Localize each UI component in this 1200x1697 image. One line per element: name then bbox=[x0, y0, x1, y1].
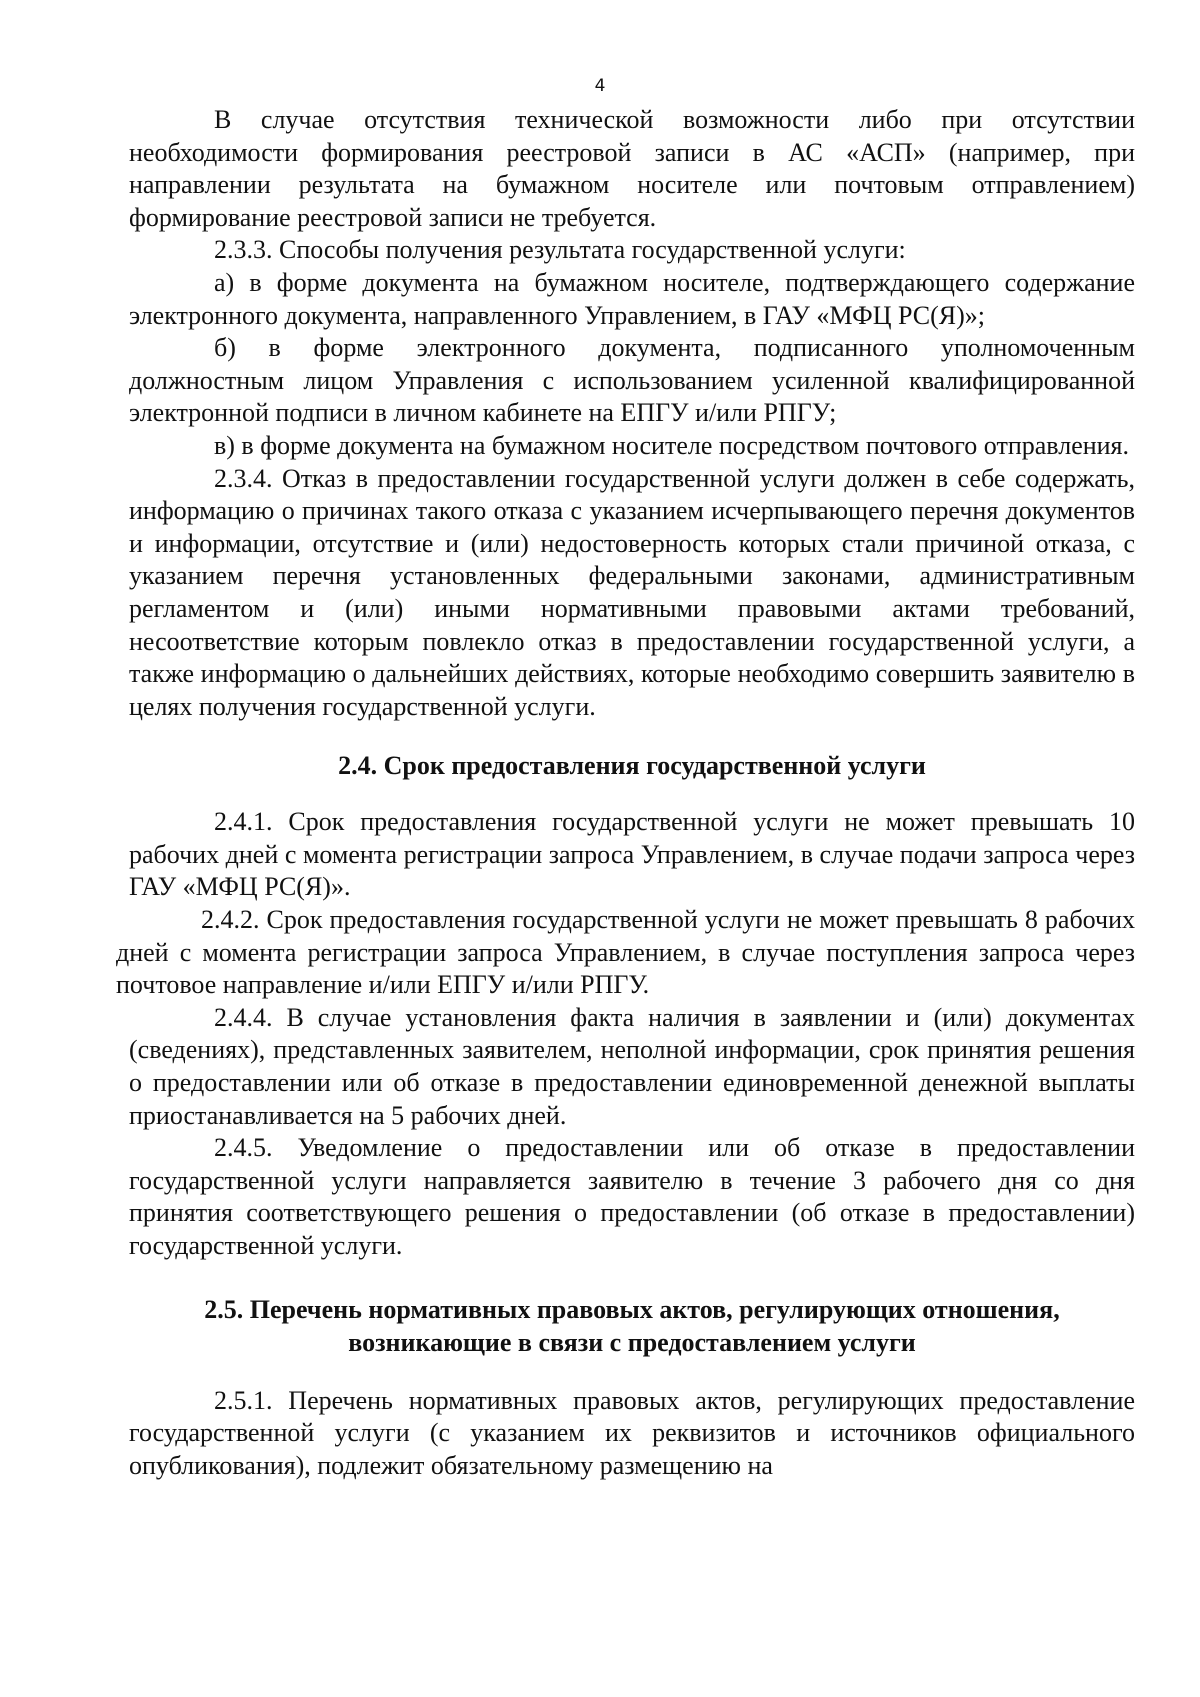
paragraph-asp-registry: В случае отсутствия технической возможности либо при отсутствии необходимости формирования реестровой записи в АС «АСП» (например, при направлении результата на бумажном носителе или почтовым отправлением) формирование реестровой записи не требуется. bbox=[129, 105, 1135, 232]
paragraph-2-5-1: 2.5.1. Перечень нормативных правовых актов, регулирующих предоставление государственной услуги (с указанием их реквизитов и источников официального опубликования), подлежит обязательному размещению на bbox=[129, 1385, 1135, 1480]
paragraph-2-3-3-v: в) в форме документа на бумажном носителе посредством почтового отправления. bbox=[214, 430, 1130, 460]
paragraph-2-4-4: 2.4.4. В случае установления факта наличия в заявлении и (или) документах (сведениях), представленных заявителем, неполной информации, срок принятия решения о предоставлении или об отказе в предоставлении единовременной денежной выплаты приостанавливается на 5 рабочих дней. bbox=[129, 1002, 1135, 1130]
paragraph-2-3-4: 2.3.4. Отказ в предоставлении государственной услуги должен в себе содержать, информацию о причинах такого отказа с указанием исчерпывающего перечня документов и информации, отсутствие и (или) недостоверность которых стали причиной отказа, с указанием перечня установленных федеральными законами, административным регламентом и (или) иными нормативными правовыми актами требований, несоответствие которым повлекло отказ в предоставлении государственной услуги, а также информацию о дальнейших действиях, которые необходимо совершить заявителю в целях получения государственной услуги. bbox=[129, 463, 1135, 721]
document-body bbox=[116, 104, 1135, 1482]
paragraph-2-4-1: 2.4.1. Срок предоставления государственной услуги не может превышать 10 рабочих дней с момента регистрации запроса Управлением, в случае подачи запроса через ГАУ «МФЦ РС(Я)». bbox=[129, 807, 1135, 902]
paragraph-2-3-3-a: а) в форме документа на бумажном носителе, подтверждающего содержание электронного документа, направленного Управлением, в ГАУ «МФЦ РС(Я)»; bbox=[129, 267, 1135, 330]
paragraph-2-4-5: 2.4.5. Уведомление о предоставлении или об отказе в предоставлении государственной услуги направляется заявителю в течение 3 рабочего дня со дня принятия соответствующего решения о предоставлении (об отказе в предоставлении) государственной услуги. bbox=[129, 1133, 1135, 1260]
section-heading-2-4: 2.4. Срок предоставления государственной услуги bbox=[338, 751, 926, 781]
paragraph-2-3-3: 2.3.3. Способы получения результата государственной услуги: bbox=[214, 235, 906, 265]
section-heading-2-5-line1: 2.5. Перечень нормативных правовых актов, регулирующих отношения, bbox=[204, 1294, 1060, 1324]
paragraph-2-4-2: 2.4.2. Срок предоставления государственной услуги не может превышать 8 рабочих дней с момента регистрации запроса Управлением, в случае поступления запроса через почтовое направление и/или ЕПГУ и/или РПГУ. bbox=[116, 905, 1135, 1000]
section-heading-2-5 bbox=[129, 1293, 1135, 1359]
page-number: 4 bbox=[594, 76, 606, 96]
paragraph-2-3-3-b: б) в форме электронного документа, подписанного уполномоченным должностным лицом Управления с использованием усиленной квалифицированной электронной подписи в личном кабинете на ЕПГУ и/или РПГУ; bbox=[129, 333, 1135, 428]
section-heading-2-5-line2: возникающие в связи с предоставлением услуги bbox=[348, 1327, 916, 1357]
